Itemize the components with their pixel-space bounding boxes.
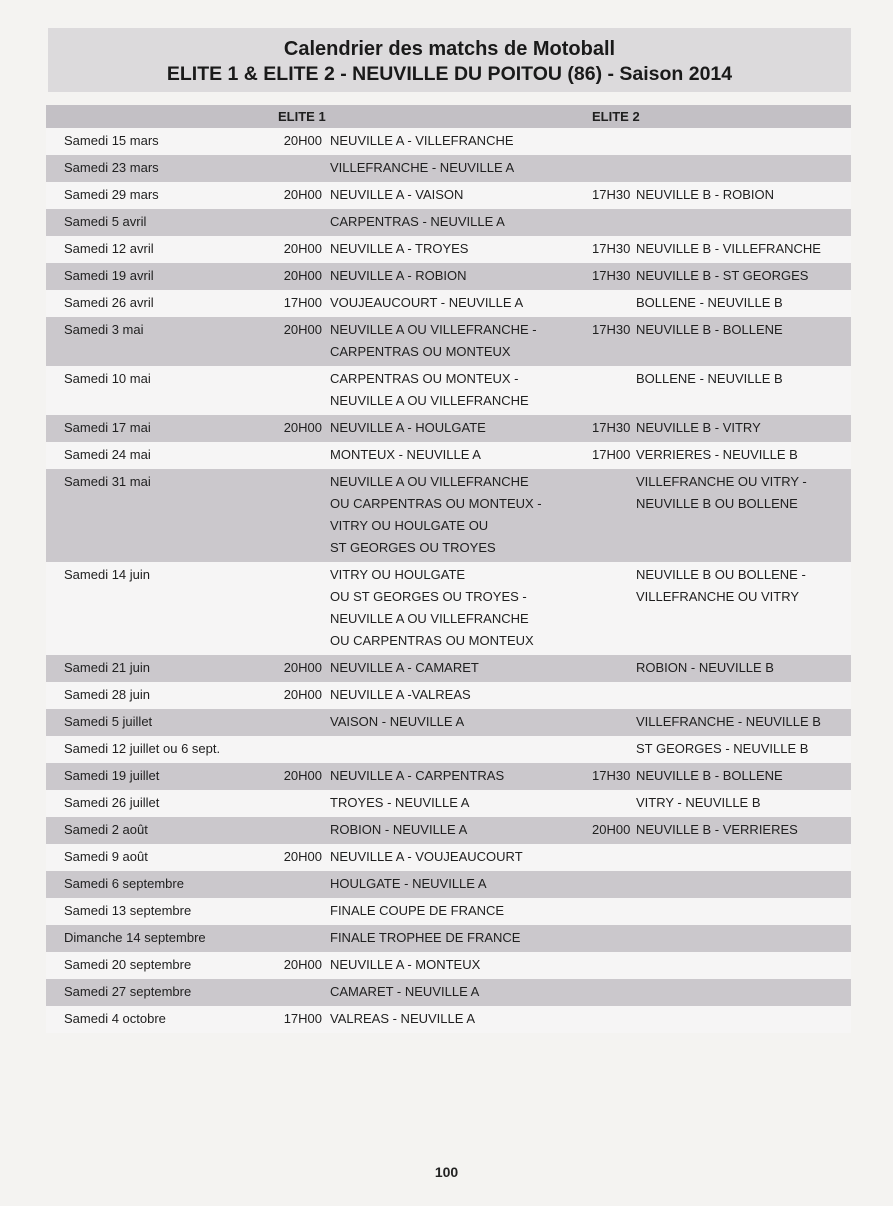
- row-elite2-time: [592, 844, 634, 871]
- row-elite2-time: [592, 871, 634, 898]
- row-elite2-time: 17H30: [592, 317, 634, 366]
- row-date: Samedi 12 juillet ou 6 sept.: [46, 736, 254, 763]
- row-date: Samedi 13 septembre: [46, 898, 254, 925]
- row-elite2-time: [592, 709, 634, 736]
- schedule-table: [46, 105, 851, 1033]
- row-elite1-time: 20H00: [254, 415, 328, 442]
- row-date: Samedi 20 septembre: [46, 952, 254, 979]
- row-elite2-time: [592, 979, 634, 1006]
- row-elite1-match: TROYES - NEUVILLE A: [328, 790, 592, 817]
- row-elite1-match: NEUVILLE A -VALREAS: [328, 682, 592, 709]
- row-elite1-match: NEUVILLE A - VOUJEAUCOURT: [328, 844, 592, 871]
- row-date: Dimanche 14 septembre: [46, 925, 254, 952]
- row-date: Samedi 23 mars: [46, 155, 254, 182]
- row-elite2-match: [634, 844, 851, 871]
- row-elite2-match: NEUVILLE B - VERRIERES: [634, 817, 851, 844]
- row-elite2-match: BOLLENE - NEUVILLE B: [634, 366, 851, 415]
- row-elite2-time: [592, 682, 634, 709]
- row-date: Samedi 29 mars: [46, 182, 254, 209]
- title-banner: [48, 28, 851, 92]
- row-elite2-time: [592, 925, 634, 952]
- row-elite2-match: VILLEFRANCHE - NEUVILLE B: [634, 709, 851, 736]
- row-elite2-time: 17H30: [592, 415, 634, 442]
- row-elite2-match: [634, 1006, 851, 1033]
- row-elite2-match: VERRIERES - NEUVILLE B: [634, 442, 851, 469]
- row-elite1-match: NEUVILLE A - VILLEFRANCHE: [328, 128, 592, 155]
- row-elite1-time: [254, 366, 328, 415]
- row-elite1-match: VAISON - NEUVILLE A: [328, 709, 592, 736]
- row-elite1-time: [254, 736, 328, 763]
- row-elite2-time: [592, 469, 634, 562]
- row-date: Samedi 3 mai: [46, 317, 254, 366]
- table-row: [46, 128, 851, 155]
- table-row: [46, 209, 851, 236]
- row-date: Samedi 6 septembre: [46, 871, 254, 898]
- row-elite2-match: NEUVILLE B - BOLLENE: [634, 763, 851, 790]
- row-elite1-time: 20H00: [254, 682, 328, 709]
- row-date: Samedi 31 mai: [46, 469, 254, 562]
- row-elite1-time: 20H00: [254, 182, 328, 209]
- row-elite2-match: BOLLENE - NEUVILLE B: [634, 290, 851, 317]
- row-elite1-time: [254, 709, 328, 736]
- row-elite1-match: FINALE TROPHEE DE FRANCE: [328, 925, 592, 952]
- row-elite2-time: [592, 898, 634, 925]
- row-elite2-time: 17H30: [592, 236, 634, 263]
- table-row: [46, 182, 851, 209]
- row-elite2-match: NEUVILLE B - BOLLENE: [634, 317, 851, 366]
- row-date: Samedi 5 avril: [46, 209, 254, 236]
- row-elite2-match: [634, 682, 851, 709]
- row-elite1-match: [328, 736, 592, 763]
- row-elite1-match: ROBION - NEUVILLE A: [328, 817, 592, 844]
- row-elite1-time: [254, 898, 328, 925]
- row-elite2-time: [592, 366, 634, 415]
- row-elite2-match: ST GEORGES - NEUVILLE B: [634, 736, 851, 763]
- row-date: Samedi 12 avril: [46, 236, 254, 263]
- row-elite1-time: 20H00: [254, 236, 328, 263]
- table-row: [46, 263, 851, 290]
- row-date: Samedi 28 juin: [46, 682, 254, 709]
- row-elite1-time: 20H00: [254, 655, 328, 682]
- row-elite1-match: VOUJEAUCOURT - NEUVILLE A: [328, 290, 592, 317]
- row-elite2-time: [592, 290, 634, 317]
- row-elite1-time: [254, 817, 328, 844]
- header-date: [46, 105, 254, 128]
- row-date: Samedi 15 mars: [46, 128, 254, 155]
- table-row: [46, 898, 851, 925]
- row-date: Samedi 14 juin: [46, 562, 254, 655]
- table-row: [46, 155, 851, 182]
- table-row: [46, 790, 851, 817]
- row-elite1-match: VITRY OU HOULGATE OU ST GEORGES OU TROYES - NEUVILLE A OU VILLEFRANCHE OU CARPENTRAS OU MONTEUX: [328, 562, 592, 655]
- row-date: Samedi 4 octobre: [46, 1006, 254, 1033]
- row-date: Samedi 19 avril: [46, 263, 254, 290]
- row-elite2-match: NEUVILLE B - ST GEORGES: [634, 263, 851, 290]
- row-elite2-time: 17H30: [592, 182, 634, 209]
- row-date: Samedi 26 avril: [46, 290, 254, 317]
- row-elite1-match: NEUVILLE A - CARPENTRAS: [328, 763, 592, 790]
- row-elite2-match: [634, 209, 851, 236]
- row-elite1-time: 20H00: [254, 128, 328, 155]
- header-elite1: ELITE 1: [254, 105, 592, 128]
- row-elite1-match: CARPENTRAS OU MONTEUX - NEUVILLE A OU VILLEFRANCHE: [328, 366, 592, 415]
- table-row: [46, 979, 851, 1006]
- row-elite1-time: 20H00: [254, 844, 328, 871]
- row-elite2-match: VITRY - NEUVILLE B: [634, 790, 851, 817]
- row-elite2-time: [592, 952, 634, 979]
- row-elite2-match: ROBION - NEUVILLE B: [634, 655, 851, 682]
- row-elite1-match: HOULGATE - NEUVILLE A: [328, 871, 592, 898]
- row-date: Samedi 10 mai: [46, 366, 254, 415]
- row-date: Samedi 26 juillet: [46, 790, 254, 817]
- table-row: [46, 290, 851, 317]
- row-elite1-match: NEUVILLE A - HOULGATE: [328, 415, 592, 442]
- row-elite2-time: [592, 1006, 634, 1033]
- row-elite2-match: [634, 871, 851, 898]
- row-elite1-match: VILLEFRANCHE - NEUVILLE A: [328, 155, 592, 182]
- row-elite2-time: [592, 562, 634, 655]
- row-elite1-time: [254, 469, 328, 562]
- row-elite1-time: [254, 871, 328, 898]
- title-line-2: ELITE 1 & ELITE 2 - NEUVILLE DU POITOU (86) - Saison 2014: [166, 63, 733, 85]
- row-elite2-match: NEUVILLE B - VILLEFRANCHE: [634, 236, 851, 263]
- row-date: Samedi 17 mai: [46, 415, 254, 442]
- row-date: Samedi 19 juillet: [46, 763, 254, 790]
- table-row: [46, 925, 851, 952]
- table-row: [46, 817, 851, 844]
- table-row: [46, 736, 851, 763]
- row-elite1-match: NEUVILLE A - MONTEUX: [328, 952, 592, 979]
- row-elite2-time: 17H00: [592, 442, 634, 469]
- row-elite2-match: NEUVILLE B OU BOLLENE - VILLEFRANCHE OU VITRY: [634, 562, 851, 655]
- row-elite2-match: VILLEFRANCHE OU VITRY - NEUVILLE B OU BOLLENE: [634, 469, 851, 562]
- row-elite1-match: VALREAS - NEUVILLE A: [328, 1006, 592, 1033]
- row-elite2-time: 20H00: [592, 817, 634, 844]
- row-elite2-time: [592, 155, 634, 182]
- row-elite2-time: 17H30: [592, 263, 634, 290]
- row-elite2-match: [634, 128, 851, 155]
- row-elite2-time: 17H30: [592, 763, 634, 790]
- row-date: Samedi 9 août: [46, 844, 254, 871]
- row-elite1-match: FINALE COUPE DE FRANCE: [328, 898, 592, 925]
- row-date: Samedi 27 septembre: [46, 979, 254, 1006]
- row-elite1-time: [254, 562, 328, 655]
- row-elite2-time: [592, 209, 634, 236]
- row-elite1-time: [254, 442, 328, 469]
- header-elite2: ELITE 2: [592, 105, 851, 128]
- row-elite1-time: 20H00: [254, 763, 328, 790]
- row-date: Samedi 2 août: [46, 817, 254, 844]
- table-header-row: [46, 105, 851, 128]
- row-elite1-time: 20H00: [254, 952, 328, 979]
- row-elite2-match: [634, 898, 851, 925]
- row-elite2-match: [634, 979, 851, 1006]
- table-row: [46, 1006, 851, 1033]
- table-row: [46, 366, 851, 415]
- row-elite1-match: NEUVILLE A - ROBION: [328, 263, 592, 290]
- row-elite1-time: 17H00: [254, 290, 328, 317]
- row-date: Samedi 24 mai: [46, 442, 254, 469]
- title-line-1: Calendrier des matchs de Motoball: [283, 38, 616, 60]
- row-elite1-match: CAMARET - NEUVILLE A: [328, 979, 592, 1006]
- row-date: Samedi 5 juillet: [46, 709, 254, 736]
- row-elite2-time: [592, 128, 634, 155]
- row-elite1-match: MONTEUX - NEUVILLE A: [328, 442, 592, 469]
- row-elite1-time: 20H00: [254, 317, 328, 366]
- row-elite1-match: NEUVILLE A - CAMARET: [328, 655, 592, 682]
- table-row: [46, 763, 851, 790]
- table-row: [46, 562, 851, 655]
- row-elite1-match: NEUVILLE A OU VILLEFRANCHE OU CARPENTRAS OU MONTEUX - VITRY OU HOULGATE OU ST GEORGES OU TROYES: [328, 469, 592, 562]
- table-row: [46, 952, 851, 979]
- row-elite2-match: [634, 952, 851, 979]
- row-elite2-time: [592, 655, 634, 682]
- table-row: [46, 709, 851, 736]
- row-elite1-match: CARPENTRAS - NEUVILLE A: [328, 209, 592, 236]
- row-elite2-time: [592, 736, 634, 763]
- row-elite1-match: NEUVILLE A OU VILLEFRANCHE - CARPENTRAS OU MONTEUX: [328, 317, 592, 366]
- table-row: [46, 844, 851, 871]
- table-row: [46, 655, 851, 682]
- table-row: [46, 682, 851, 709]
- row-elite1-time: 17H00: [254, 1006, 328, 1033]
- row-elite2-match: [634, 155, 851, 182]
- row-elite1-time: 20H00: [254, 263, 328, 290]
- row-date: Samedi 21 juin: [46, 655, 254, 682]
- table-row: [46, 317, 851, 366]
- row-elite2-match: [634, 925, 851, 952]
- table-row: [46, 442, 851, 469]
- row-elite1-time: [254, 925, 328, 952]
- row-elite2-match: NEUVILLE B - VITRY: [634, 415, 851, 442]
- row-elite1-time: [254, 979, 328, 1006]
- row-elite1-match: NEUVILLE A - VAISON: [328, 182, 592, 209]
- table-row: [46, 236, 851, 263]
- row-elite1-time: [254, 155, 328, 182]
- row-elite1-time: [254, 790, 328, 817]
- table-row: [46, 469, 851, 562]
- page-number: 100: [434, 1164, 459, 1180]
- row-elite1-time: [254, 209, 328, 236]
- row-elite2-match: NEUVILLE B - ROBION: [634, 182, 851, 209]
- row-elite1-match: NEUVILLE A - TROYES: [328, 236, 592, 263]
- table-row: [46, 415, 851, 442]
- table-row: [46, 871, 851, 898]
- row-elite2-time: [592, 790, 634, 817]
